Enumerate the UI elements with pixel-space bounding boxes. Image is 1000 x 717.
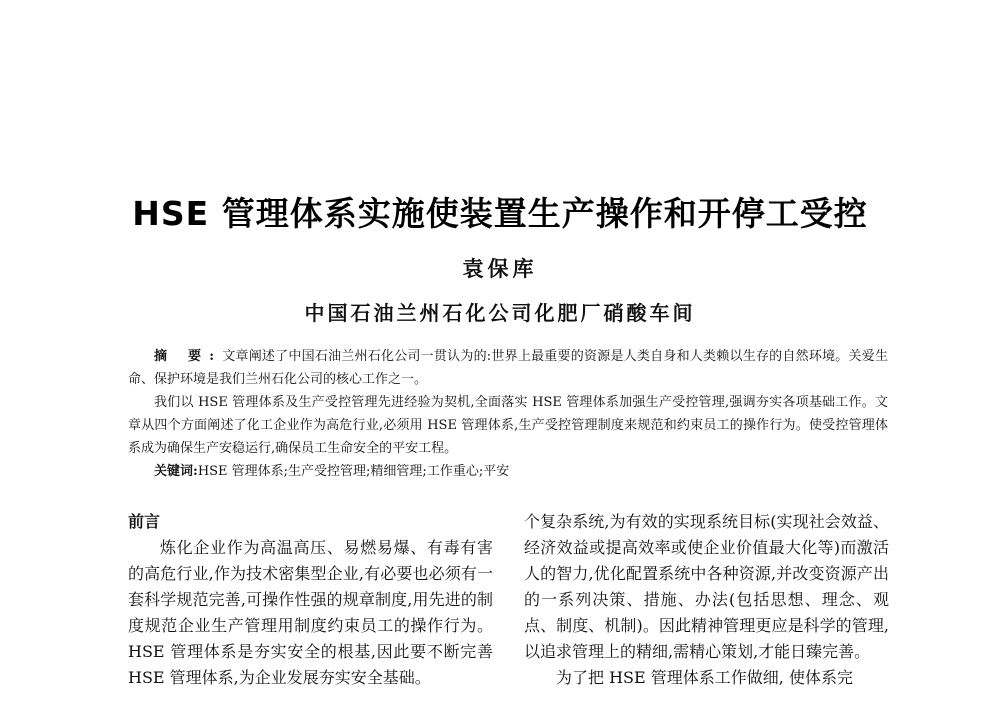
abstract-label: 摘 要:: [154, 349, 223, 364]
left-column: [128, 509, 493, 691]
right-column: [524, 509, 889, 691]
keywords-text: HSE 管理体系;生产受控管理;精细管理;工作重心;平安: [197, 464, 510, 479]
paper-title: HSE 管理体系实施使装置生产操作和开停工受控: [132, 194, 868, 233]
abstract-paragraph-1: [128, 345, 888, 391]
abstract-text-1: 文章阐述了中国石油兰州石化公司一贯认为的:世界上最重要的资源是人类自身和人类赖以生存的自然环境。关爱生命、保护环境是我们兰州石化公司的核心工作之一。: [128, 349, 888, 387]
body-paragraph-left: 炼化企业作为高温高压、易燃易爆、有毒有害的高危行业,作为技术密集型企业,有必要也必须有一套科学规范完善,可操作性强的规章制度,用先进的制度规范企业生产管理用制度约束员工的操作行为。HSE 管理体系是夯实安全的根基,因此要不断完善 HSE 管理体系,为企业发展夯实安全基础。: [128, 538, 493, 687]
abstract-paragraph-2: 我们以 HSE 管理体系及生产受控管理先进经验为契机,全面落实 HSE 管理体系加强生产受控管理,强调夯实各项基础工作。文章从四个方面阐述了化工企业作为高危行业,必须用 HSE 管理体系,生产受控管理制度来规范和约束员工的操作行为。使受控管理体系成为确保生产安稳运行,确保员工生命安全的平安工程。: [128, 395, 888, 456]
keywords-label: 关键词:: [154, 464, 198, 479]
body-paragraph-right-1: 个复杂系统,为有效的实现系统目标(实现社会效益、经济效益或提高效率或使企业价值最大化等)而激活人的智力,优化配置系统中各种资源,并改变资源产出的一系列决策、措施、办法(包括思想、理念、观点、制度、机制)。因此精神管理更应是科学的管理,以追求管理上的精细,需精心策划,才能日臻完善。: [524, 512, 889, 661]
section-heading-preface: 前言: [128, 512, 161, 531]
abstract-section: [128, 345, 888, 483]
author-name: 袁保库: [462, 256, 538, 281]
keywords-line: [128, 460, 888, 483]
author-affiliation: 中国石油兰州石化公司化肥厂硝酸车间: [304, 301, 696, 325]
body-paragraph-right-2: 为了把 HSE 管理体系工作做细, 使体系完: [556, 668, 853, 687]
